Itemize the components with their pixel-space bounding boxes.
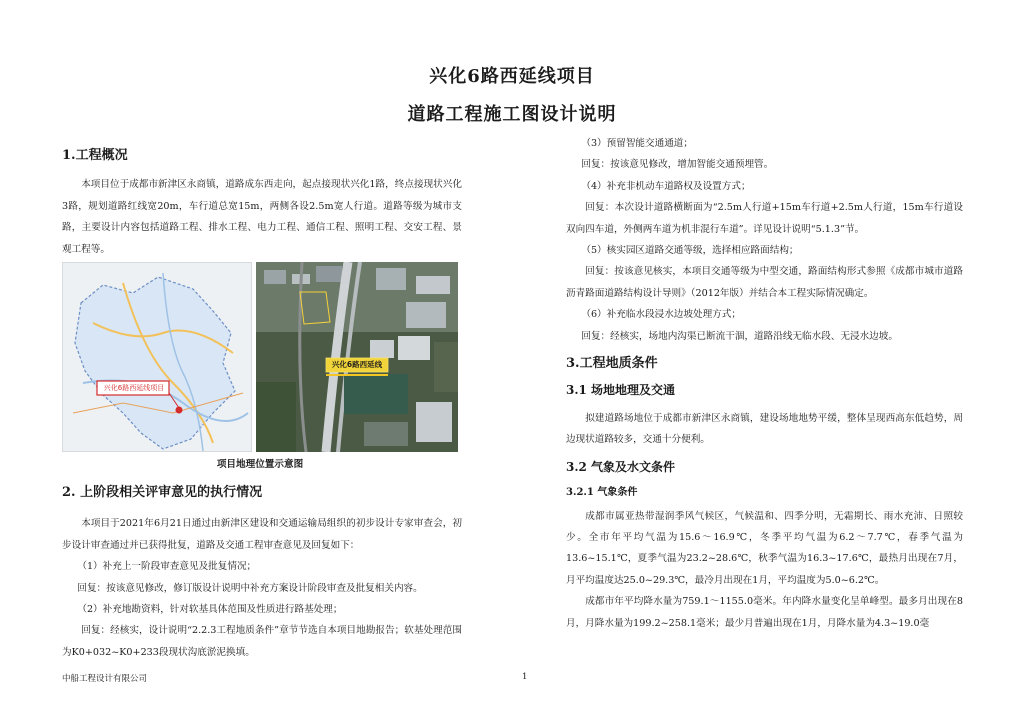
location-figures bbox=[62, 262, 458, 452]
right-column bbox=[566, 133, 963, 634]
aerial-photo-graphic bbox=[256, 262, 458, 452]
review-item-6: （6）补充临水段浸水边坡处理方式； bbox=[581, 309, 741, 321]
page-number: 1 bbox=[522, 672, 528, 682]
review-reply-2: 回复：经核实，设计说明“2.2.3工程地质条件”章节节选自本项目地勘报告；软基处理范围为K0+032~K0+233段现状沟底淤泥换填。 bbox=[62, 625, 462, 658]
left-column-bottom bbox=[62, 482, 462, 663]
section2-heading: 2. 上阶段相关评审意见的执行情况 bbox=[62, 485, 263, 500]
left-column-top bbox=[62, 145, 462, 260]
section3-2-heading: 3.2 气象及水文条件 bbox=[566, 459, 676, 474]
section3-1-paragraph: 拟建道路场地位于成都市新津区永商镇，建设场地地势平缓，整体呈现西高东低趋势，周边现状道路较多，交通十分便利。 bbox=[566, 412, 963, 446]
review-reply-3: 回复：按该意见修改，增加智能交通预埋管。 bbox=[581, 159, 774, 171]
review-item-2: （2）补充地勘资料，针对软基具体范围及性质进行路基处理； bbox=[77, 604, 343, 616]
review-reply-6: 回复：经核实，场地内沟渠已断流干涸，道路沿线无临水段、无浸水边坡。 bbox=[581, 330, 898, 342]
review-reply-1: 回复：按该意见修改，修订版设计说明中补充方案设计阶段审查及批复相关内容。 bbox=[77, 582, 423, 594]
section1-paragraph: 本项目位于成都市新津区永商镇，道路成东西走向，起点接现状兴化1路，终点接现状兴化3路，规划道路红线宽20m，车行道总宽15m，两侧各设2.5m宽人行道。道路等级为城市支路，主要设计内容包括道路工程、排水工程、电力工程、通信工程、照明工程、交安工程、景观工程等。 bbox=[62, 179, 462, 255]
region-map-graphic bbox=[63, 263, 252, 452]
precipitation-paragraph: 成都市年平均降水量为759.1～1155.0毫米。年内降水量变化呈单峰型。最多月出现在8月，月降水量为199.2~258.1毫米；最少月普遍出现在1月，月降水量为4.3~19.0毫 bbox=[566, 596, 963, 629]
aerial-image bbox=[256, 262, 458, 452]
review-item-5: （5）核实园区道路交通等级，选择相应路面结构； bbox=[581, 245, 799, 257]
review-item-1: （1）补充上一阶段审查意见及批复情况； bbox=[77, 561, 257, 573]
location-map-label: 兴化6路西延线项目 bbox=[103, 384, 165, 392]
section1-heading: 1.工程概况 bbox=[62, 148, 128, 163]
location-map bbox=[62, 262, 252, 452]
aerial-image-label: 兴化6路西延线 bbox=[331, 360, 383, 369]
section3-2-1-heading: 3.2.1 气象条件 bbox=[566, 487, 638, 499]
document-subtitle: 道路工程施工图设计说明 bbox=[407, 104, 617, 125]
review-reply-4: 回复：本次设计道路横断面为“2.5m人行道+15m车行道+2.5m人行道，15m车行道设双向四车道，外侧两车道为机非混行车道”。详见设计说明“5.1.3”节。 bbox=[566, 202, 963, 235]
document-title: 兴化6路西延线项目 bbox=[429, 66, 595, 87]
figure-caption: 项目地理位置示意图 bbox=[216, 459, 304, 470]
section3-heading: 3.工程地质条件 bbox=[566, 356, 658, 372]
section3-1-heading: 3.1 场地地理及交通 bbox=[566, 383, 676, 398]
section2-intro: 本项目于2021年6月21日通过由新津区建设和交通运输局组织的初步设计专家审查会，初步设计审查通过并已获得批复，道路及交通工程审查意见及回复如下： bbox=[62, 518, 462, 551]
footer-company: 中船工程设计有限公司 bbox=[62, 674, 148, 684]
climate-paragraph: 成都市属亚热带湿润季风气候区，气候温和、四季分明，无霜期长、雨水充沛、日照较少。全市年平均气温为15.6～16.9℃，冬季平均气温为6.2～7.7℃，春季气温为13.6~15.1℃，夏季气温为23.2~28.6℃，秋季气温为16.3~17.6℃，最热月出现在7月，月平均温度达25.0~29.3℃，最冷月出现在1月，平均温度为5.0~6.2℃。 bbox=[566, 510, 963, 586]
review-reply-5: 回复：按该意见核实，本项目交通等级为中型交通，路面结构形式参照《成都市城市道路沥青路面道路结构设计导则》（2012年版）并结合本工程实际情况确定。 bbox=[566, 266, 963, 299]
review-item-4: （4）补充非机动车道路权及设置方式； bbox=[581, 180, 751, 192]
review-item-3: （3）预留智能交通通道； bbox=[581, 138, 693, 149]
